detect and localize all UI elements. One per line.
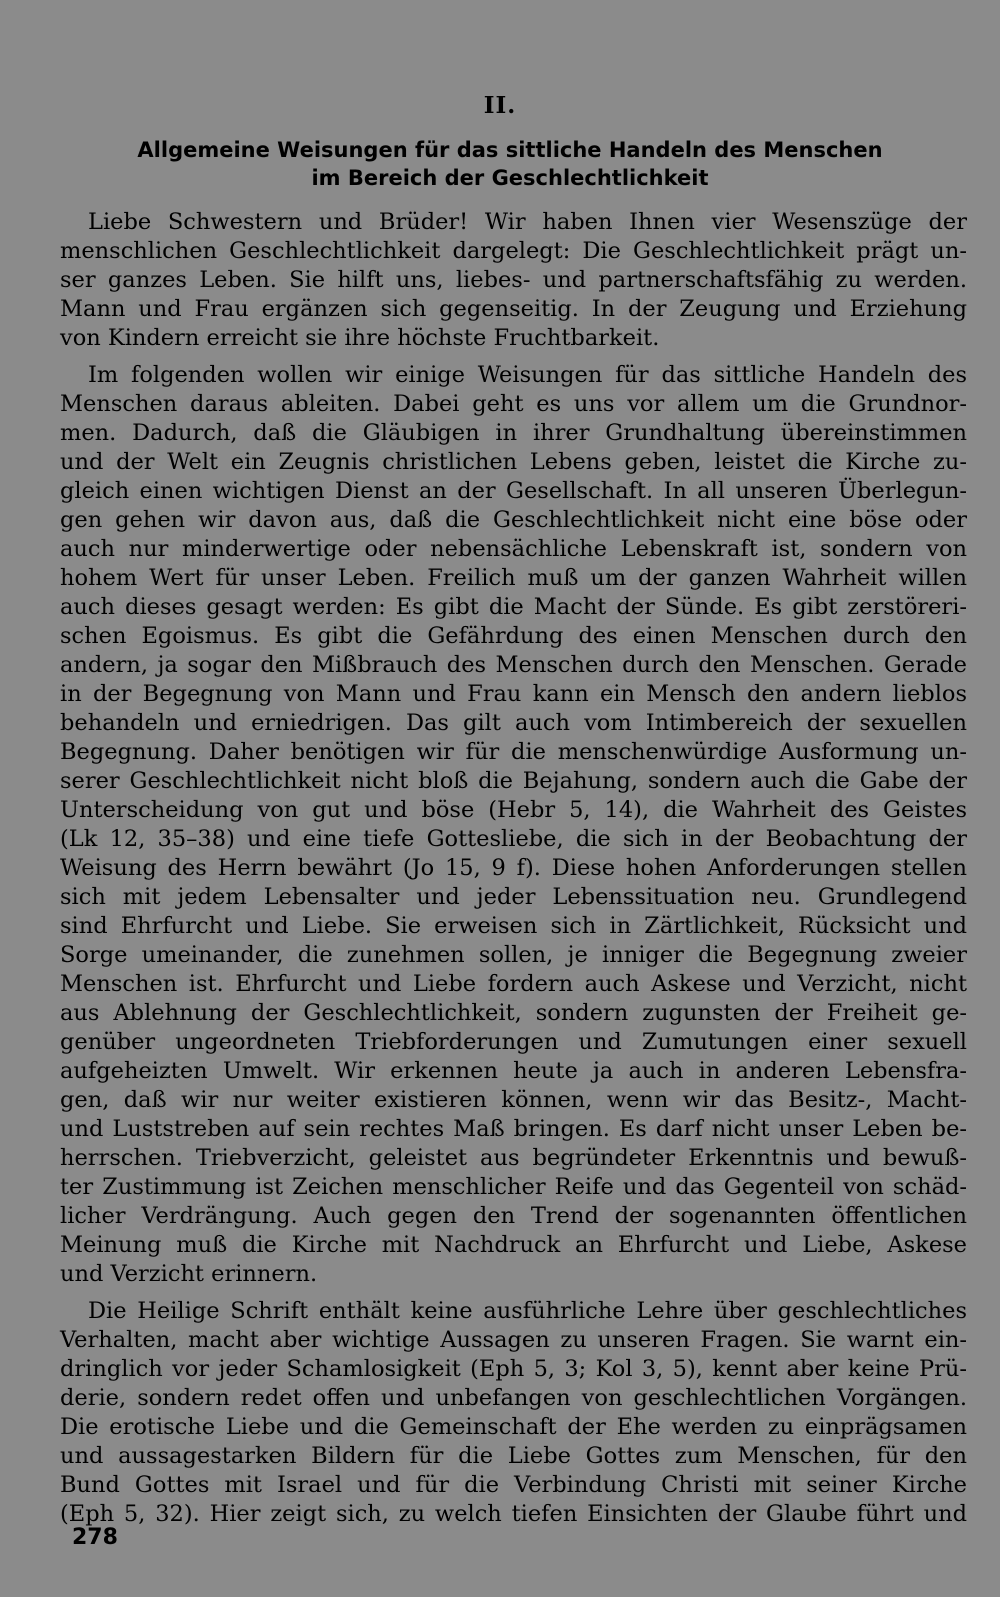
text-line: andern, ja sogar den Mißbrauch des Menschen durch den Menschen. Gerade <box>60 652 967 678</box>
text-line: ter Zustimmung ist Zeichen menschlicher Reife und das Gegenteil von schäd- <box>60 1174 967 1200</box>
text-line: sich mit jedem Lebensalter und jeder Lebenssituation neu. Grundlegend <box>60 884 967 910</box>
text-line: Liebe Schwestern und Brüder! Wir haben Ihnen vier Wesenszüge der <box>88 209 967 235</box>
text-line: von Kindern erreicht sie ihre höchste Fruchtbarkeit. <box>60 325 660 351</box>
text-line: aufgeheizten Umwelt. Wir erkennen heute ja auch in anderen Lebensfra- <box>60 1058 967 1084</box>
text-line: genüber ungeordneten Triebforderungen und Zumutungen einer sexuell <box>60 1029 967 1055</box>
text-line: men. Dadurch, daß die Gläubigen in ihrer Grundhaltung übereinstimmen <box>60 420 967 446</box>
text-line: ser ganzes Leben. Sie hilft uns, liebes- und partnerschaftsfähig zu werden. <box>60 267 967 293</box>
text-line: behandeln und erniedrigen. Das gilt auch vom Intimbereich der sexuellen <box>60 710 967 736</box>
text-line: in der Begegnung von Mann und Frau kann ein Mensch den andern lieblos <box>60 681 967 707</box>
text-line: Sorge umeinander, die zunehmen sollen, je inniger die Begegnung zweier <box>60 942 967 968</box>
text-line: und aussagestarken Bildern für die Liebe Gottes zum Menschen, für den <box>60 1443 967 1469</box>
text-line: und Luststreben auf sein rechtes Maß bringen. Es darf nicht unser Leben be- <box>60 1116 967 1142</box>
text-line: und Verzicht erinnern. <box>60 1261 318 1287</box>
text-line: herrschen. Triebverzicht, geleistet aus begründeter Erkenntnis und bewuß- <box>60 1145 967 1171</box>
text-line: Meinung muß die Kirche mit Nachdruck an Ehrfurcht und Liebe, Askese <box>60 1232 967 1258</box>
text-line: und der Welt ein Zeugnis christlichen Lebens geben, leistet die Kirche zu- <box>60 449 967 475</box>
text-line: derie, sondern redet offen und unbefangen von geschlechtlichen Vorgängen. <box>60 1385 967 1411</box>
page-number: 278 <box>72 1525 118 1550</box>
text-line: licher Verdrängung. Auch gegen den Trend der sogenannten öffentlichen <box>60 1203 967 1229</box>
text-line: Menschen ist. Ehrfurcht und Liebe fordern auch Askese und Verzicht, nicht <box>60 971 967 997</box>
text-line: Unterscheidung von gut und böse (Hebr 5, 14), die Wahrheit des Geistes <box>60 797 967 823</box>
section-number: II. <box>483 92 517 119</box>
paragraph <box>60 208 967 353</box>
text-line: gleich einen wichtigen Dienst an der Gesellschaft. In all unseren Überlegun- <box>60 478 967 504</box>
text-line: auch dieses gesagt werden: Es gibt die Macht der Sünde. Es gibt zerstöreri- <box>60 594 967 620</box>
text-line: aus Ablehnung der Geschlechtlichkeit, sondern zugunsten der Freiheit ge- <box>60 1000 967 1026</box>
text-line: Bund Gottes mit Israel und für die Verbindung Christi mit seiner Kirche <box>60 1472 967 1498</box>
text-line: Begegnung. Daher benötigen wir für die menschenwürdige Ausformung un- <box>60 739 967 765</box>
text-line: schen Egoismus. Es gibt die Gefährdung des einen Menschen durch den <box>60 623 967 649</box>
text-line: sind Ehrfurcht und Liebe. Sie erweisen sich in Zärtlichkeit, Rücksicht und <box>60 913 967 939</box>
text-line: gen gehen wir davon aus, daß die Geschlechtlichkeit nicht eine böse oder <box>60 507 967 533</box>
text-line: Die Heilige Schrift enthält keine ausführliche Lehre über geschlechtliches <box>88 1298 967 1324</box>
heading-line-1: Allgemeine Weisungen für das sittliche Handeln des Menschen <box>137 138 883 162</box>
section-heading <box>100 136 920 192</box>
paragraph <box>60 361 967 1289</box>
text-line: Die erotische Liebe und die Gemeinschaft der Ehe werden zu einprägsamen <box>60 1414 967 1440</box>
text-line: Mann und Frau ergänzen sich gegenseitig. In der Zeugung und Erziehung <box>60 296 967 322</box>
body-text <box>60 208 967 1529</box>
paragraph <box>60 1297 967 1529</box>
text-line: hohem Wert für unser Leben. Freilich muß um der ganzen Wahrheit willen <box>60 565 967 591</box>
text-line: dringlich vor jeder Schamlosigkeit (Eph 5, 3; Kol 3, 5), kennt aber keine Prü- <box>60 1356 967 1382</box>
text-line: (Eph 5, 32). Hier zeigt sich, zu welch tiefen Einsichten der Glaube führt und <box>60 1501 967 1527</box>
text-line: auch nur minderwertige oder nebensächliche Lebenskraft ist, sondern von <box>60 536 967 562</box>
text-line: gen, daß wir nur weiter existieren können, wenn wir das Besitz-, Macht- <box>60 1087 967 1113</box>
text-line: Im folgenden wollen wir einige Weisungen für das sittliche Handeln des <box>88 362 967 388</box>
text-line: (Lk 12, 35–38) und eine tiefe Gottesliebe, die sich in der Beobachtung der <box>60 826 967 852</box>
text-line: menschlichen Geschlechtlichkeit dargelegt: Die Geschlechtlichkeit prägt un- <box>60 238 967 264</box>
text-line: serer Geschlechtlichkeit nicht bloß die Bejahung, sondern auch die Gabe der <box>60 768 967 794</box>
text-line: Verhalten, macht aber wichtige Aussagen zu unseren Fragen. Sie warnt ein- <box>60 1327 967 1353</box>
text-line: Weisung des Herrn bewährt (Jo 15, 9 f). Diese hohen Anforderungen stellen <box>60 855 967 881</box>
heading-line-2: im Bereich der Geschlechtlichkeit <box>311 166 709 190</box>
text-line: Menschen daraus ableiten. Dabei geht es uns vor allem um die Grundnor- <box>60 391 967 417</box>
